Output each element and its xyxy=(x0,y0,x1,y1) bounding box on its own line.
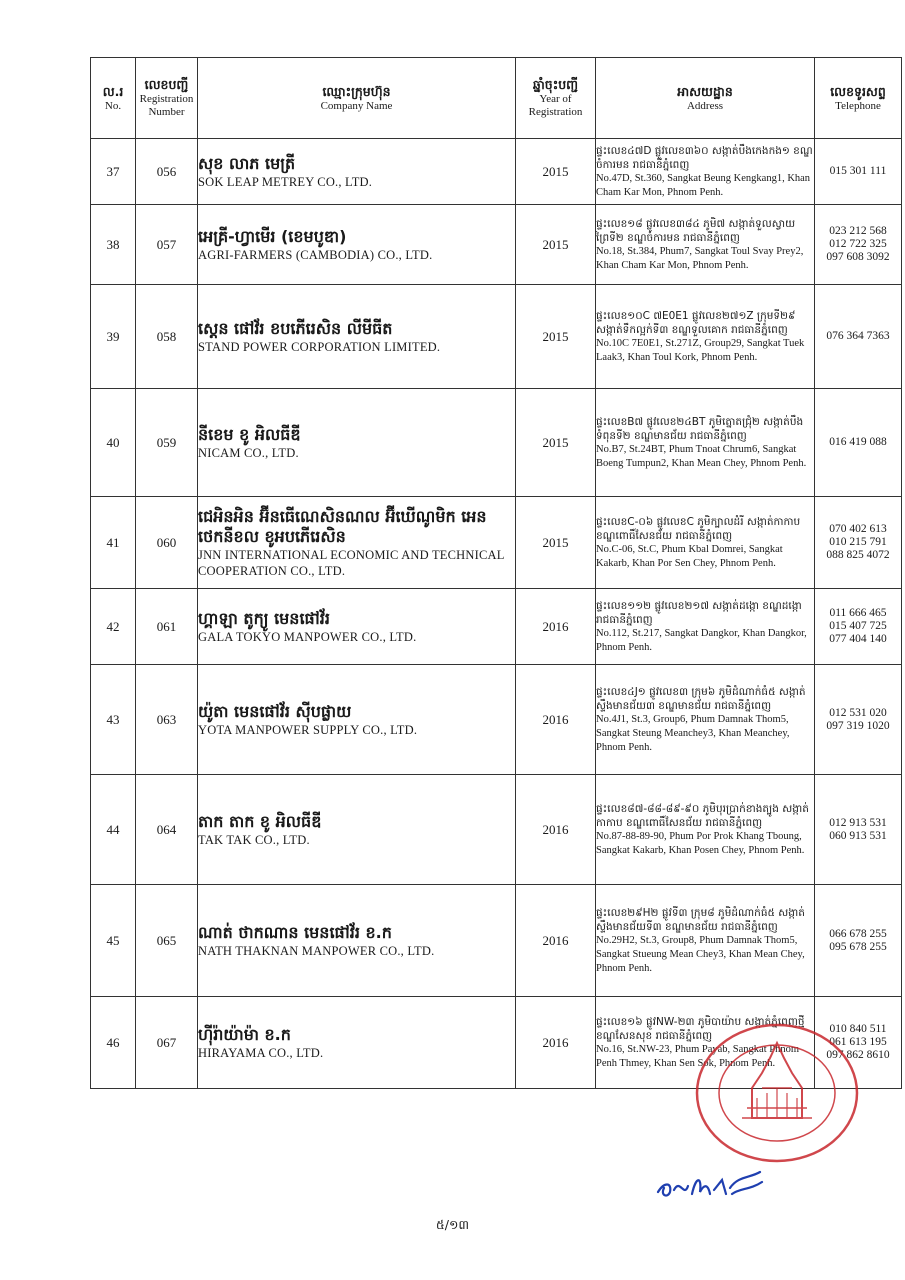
company-name-cell xyxy=(198,589,516,665)
signature xyxy=(650,1168,780,1204)
company-name-kh: ហ៊ីរ៉ាយ៉ាម៉ា ខ.ក xyxy=(198,1024,291,1044)
table-row xyxy=(91,775,902,885)
table-row xyxy=(91,205,902,285)
registration-year: 2016 xyxy=(516,885,596,997)
company-name-cell xyxy=(198,139,516,205)
registration-number: 060 xyxy=(136,497,198,589)
address-en: No.16, St.NW-23, Phum Payab, Sangkat Phnom Penh Thmey, Khan Sen Sok, Phnom Penh. xyxy=(596,1043,800,1069)
address-en: No.18, St.384, Phum7, Sangkat Toul Svay Prey2, Khan Cham Kar Mon, Phnom Penh. xyxy=(596,245,804,271)
address-kh: ផ្ទះលេខ១០C ៧E0E1 ផ្លូវលេខ២៧១Z ក្រុមទី២៩ សង្កាត់ទឹកល្អក់ទី៣ ខណ្ឌទួលគោក រាជធានីភ្នំពេញ xyxy=(596,309,796,336)
company-name-kh: នីខេម ខូ អិលធីឌី xyxy=(198,424,301,444)
table-row xyxy=(91,497,902,589)
address-en: No.B7, St.24BT, Phum Tnoat Chrum6, Sangkat Boeng Tumpun2, Khan Mean Chey, Phnom Penh. xyxy=(596,443,807,469)
address-cell xyxy=(596,665,815,775)
company-name-en: NICAM CO., LTD. xyxy=(198,445,299,460)
company-name-kh: ស្តេន ផៅវ័រ ខបភើរេសិន លីមីធីត xyxy=(198,318,393,338)
address-kh: ផ្ទះលេខ១៨ ផ្លូវលេខ៣៨៤ ភូមិ៧ សង្កាត់ទួលស្វាយព្រៃទី២ ខណ្ឌចំការមន រាជធានីភ្នំពេញ xyxy=(596,217,796,244)
telephone-1: 070 402 613 xyxy=(829,523,887,535)
telephone-1: 016 419 088 xyxy=(829,436,887,448)
row-number: 38 xyxy=(91,205,136,285)
company-name-en: STAND POWER CORPORATION LIMITED. xyxy=(198,339,441,354)
address-kh: ផ្ទះលេខ៤៧D ផ្លូវលេខ៣៦០ សង្កាត់បឹងកេងកង១ ខណ្ឌចំការមន រាជធានីភ្នំពេញ xyxy=(596,144,813,171)
company-name-kh: ជេអិនអិន អ៊ីនធើណេសិនណល អ៊ីឃើណូមិក អេន ថេកនីខល ខូអបភើរេសិន xyxy=(198,506,487,546)
registration-year: 2015 xyxy=(516,497,596,589)
telephone-cell xyxy=(815,285,902,389)
header-no: ល.រ No. xyxy=(91,58,136,139)
company-name-kh: ហ្គាឡា តូក្យូ មេនផៅវ័រ xyxy=(198,608,330,628)
page-number: ៥/១៣ xyxy=(435,1217,470,1232)
row-number: 41 xyxy=(91,497,136,589)
telephone-cell xyxy=(815,389,902,497)
registration-number: 063 xyxy=(136,665,198,775)
header-address: អាសយដ្ឋាន Address xyxy=(596,58,815,139)
registration-number: 061 xyxy=(136,589,198,665)
registration-number: 064 xyxy=(136,775,198,885)
registration-number: 057 xyxy=(136,205,198,285)
address-kh: ផ្ទះលេខ២៩H២ ផ្លូវទី៣ ក្រុម៨ ភូមិដំណាក់ធំ៥ សង្កាត់ស្ទឹងមានជ័យទី៣ ខណ្ឌមានជ័យ រាជធានីភ្នំពេញ xyxy=(596,906,805,933)
address-cell xyxy=(596,885,815,997)
registration-year: 2016 xyxy=(516,775,596,885)
telephone-2: 061 613 195 xyxy=(829,1036,887,1048)
company-name-kh: ណាត់ ថាកណាន មេនផៅវ័រ ខ.ក xyxy=(198,922,392,942)
telephone-1: 015 301 111 xyxy=(829,165,887,177)
company-name-cell xyxy=(198,665,516,775)
company-name-cell xyxy=(198,497,516,589)
registration-year: 2016 xyxy=(516,665,596,775)
table-row xyxy=(91,389,902,497)
address-cell xyxy=(596,589,815,665)
registration-year: 2015 xyxy=(516,205,596,285)
telephone-2: 010 215 791 xyxy=(829,536,887,548)
address-kh: ផ្ទះលេខC-០៦ ផ្លូវលេខC ភូមិក្បាលដំរី សង្កាត់កាកាប ខណ្ឌពោធិ៍សែនជ័យ រាជធានីភ្នំពេញ xyxy=(596,515,801,542)
address-en: No.47D, St.360, Sangkat Beung Kengkang1, Khan Cham Kar Mon, Phnom Penh. xyxy=(596,172,811,198)
header-telephone: លេខទូរសព្ទ Telephone xyxy=(815,58,902,139)
registration-number: 059 xyxy=(136,389,198,497)
telephone-1: 023 212 568 xyxy=(829,225,887,237)
row-number: 46 xyxy=(91,997,136,1089)
official-seal xyxy=(682,1018,862,1168)
telephone-3: 077 404 140 xyxy=(829,633,887,645)
header-registration-number: លេខបញ្ជី Registration Number xyxy=(136,58,198,139)
telephone-cell xyxy=(815,775,902,885)
telephone-1: 012 913 531 xyxy=(829,816,887,829)
company-name-en: YOTA MANPOWER SUPPLY CO., LTD. xyxy=(198,722,418,737)
table-header-row xyxy=(91,58,902,139)
company-name-en: SOK LEAP METREY CO., LTD. xyxy=(198,174,373,189)
telephone-2: 095 678 255 xyxy=(829,940,887,953)
address-cell xyxy=(596,775,815,885)
table-row xyxy=(91,589,902,665)
address-en: No.10C 7E0E1, St.271Z, Group29, Sangkat Tuek Laak3, Khan Toul Kork, Phnom Penh. xyxy=(596,337,805,363)
telephone-2: 015 407 725 xyxy=(829,620,887,632)
address-kh: ផ្ទះលេខ៨៧-៨៨-៨៩-៩០ ភូមិបុរប្រាក់ខាងត្បូង សង្កាត់កាកាប ខណ្ឌពោធិ៍សែនជ័យ រាជធានីភ្នំពេញ xyxy=(596,802,809,829)
company-name-kh: សុខ លាភ មេត្រី xyxy=(198,153,296,173)
company-name-cell xyxy=(198,205,516,285)
header-company-name: ឈ្មោះក្រុមហ៊ុន Company Name xyxy=(198,58,516,139)
registration-table xyxy=(90,57,902,1089)
telephone-2: 097 319 1020 xyxy=(826,719,890,732)
company-name-kh: តាក តាក ខូ អិលធីឌី xyxy=(198,811,322,831)
address-cell xyxy=(596,205,815,285)
row-number: 40 xyxy=(91,389,136,497)
row-number: 43 xyxy=(91,665,136,775)
address-cell xyxy=(596,389,815,497)
address-cell xyxy=(596,139,815,205)
telephone-3: 088 825 4072 xyxy=(826,549,890,561)
telephone-cell xyxy=(815,885,902,997)
row-number: 39 xyxy=(91,285,136,389)
registration-year: 2015 xyxy=(516,285,596,389)
table-row xyxy=(91,665,902,775)
registration-number: 065 xyxy=(136,885,198,997)
header-year: ឆ្នាំចុះបញ្ជី Year of Registration xyxy=(516,58,596,139)
company-name-cell xyxy=(198,285,516,389)
address-kh: ផ្ទះលេខ៤J១ ផ្លូវលេខ៣ ក្រុម៦ ភូមិដំណាក់ធំ៥ សង្កាត់ស្ទឹងមានជ័យ៣ ខណ្ឌមានជ័យ រាជធានីភ្នំពេញ xyxy=(596,685,806,712)
row-number: 37 xyxy=(91,139,136,205)
company-name-en: JNN INTERNATIONAL ECONOMIC AND TECHNICAL COOPERATION CO., LTD. xyxy=(198,547,505,578)
registration-number: 067 xyxy=(136,997,198,1089)
company-name-en: AGRI-FARMERS (CAMBODIA) CO., LTD. xyxy=(198,247,433,262)
telephone-1: 066 678 255 xyxy=(829,927,887,940)
address-en: No.4J1, St.3, Group6, Phum Damnak Thom5, Sangkat Steung Meanchey3, Khan Meanchey, Phnom Penh. xyxy=(596,713,790,753)
address-cell xyxy=(596,285,815,389)
row-number: 44 xyxy=(91,775,136,885)
registration-number: 058 xyxy=(136,285,198,389)
telephone-cell xyxy=(815,497,902,589)
registration-number: 056 xyxy=(136,139,198,205)
company-name-cell xyxy=(198,775,516,885)
table-row xyxy=(91,139,902,205)
company-name-cell xyxy=(198,885,516,997)
address-kh: ផ្ទះលេខ១៦ ផ្លូវNW-២៣ ភូមិបាយ៉ាប សង្កាត់ភ្នំពេញថ្មី ខណ្ឌសែនសុខ រាជធានីភ្នំពេញ xyxy=(596,1015,805,1042)
address-en: No.C-06, St.C, Phum Kbal Domrei, Sangkat Kakarb, Khan Por Sen Chey, Phnom Penh. xyxy=(596,543,783,569)
telephone-1: 011 666 465 xyxy=(829,607,887,619)
telephone-3: 097 862 8610 xyxy=(826,1049,890,1061)
address-kh: ផ្ទះលេខB៧ ផ្លូវលេខ២៤BT ភូមិត្នោតជ្រុំ២ សង្កាត់បឹងទំពុនទី២ ខណ្ឌមានជ័យ រាជធានីភ្នំពេញ xyxy=(596,415,804,442)
company-name-kh: អេគ្រី-ហ្វាមើរ (ខេមបូឌា) xyxy=(198,226,347,246)
company-name-en: NATH THAKNAN MANPOWER CO., LTD. xyxy=(198,943,435,958)
company-name-en: HIRAYAMA CO., LTD. xyxy=(198,1045,324,1060)
row-number: 42 xyxy=(91,589,136,665)
company-name-kh: យ៉ូតា មេនផៅវ័រ ស៊ីបផ្លាយ xyxy=(198,701,352,721)
telephone-2: 060 913 531 xyxy=(829,829,887,842)
address-cell xyxy=(596,497,815,589)
telephone-cell xyxy=(815,139,902,205)
company-name-en: TAK TAK CO., LTD. xyxy=(198,832,310,847)
registration-year: 2015 xyxy=(516,139,596,205)
row-number: 45 xyxy=(91,885,136,997)
address-en: No.87-88-89-90, Phum Por Prok Khang Tboung, Sangkat Kakarb, Khan Posen Chey, Phnom Penh. xyxy=(596,830,805,856)
telephone-2: 012 722 325 xyxy=(829,238,887,250)
telephone-3: 097 608 3092 xyxy=(826,251,890,263)
company-name-cell xyxy=(198,389,516,497)
address-kh: ផ្ទះលេខ១១២ ផ្លូវលេខ២១៧ សង្កាត់ដង្កោ ខណ្ឌដង្កោ រាជធានីភ្នំពេញ xyxy=(596,599,802,626)
company-name-cell xyxy=(198,997,516,1089)
registration-year: 2016 xyxy=(516,997,596,1089)
registration-year: 2016 xyxy=(516,589,596,665)
registration-year: 2015 xyxy=(516,389,596,497)
telephone-1: 076 364 7363 xyxy=(826,330,890,342)
telephone-1: 010 840 511 xyxy=(829,1023,887,1035)
telephone-cell xyxy=(815,205,902,285)
address-en: No.112, St.217, Sangkat Dangkor, Khan Dangkor, Phnom Penh. xyxy=(596,627,807,653)
telephone-cell xyxy=(815,665,902,775)
telephone-1: 012 531 020 xyxy=(829,706,887,719)
telephone-cell xyxy=(815,589,902,665)
table-row xyxy=(91,885,902,997)
table-row xyxy=(91,285,902,389)
company-name-en: GALA TOKYO MANPOWER CO., LTD. xyxy=(198,629,417,644)
address-en: No.29H2, St.3, Group8, Phum Damnak Thom5, Sangkat Stueung Mean Chey3, Khan Mean Chey, Phnom Penh. xyxy=(596,934,805,974)
